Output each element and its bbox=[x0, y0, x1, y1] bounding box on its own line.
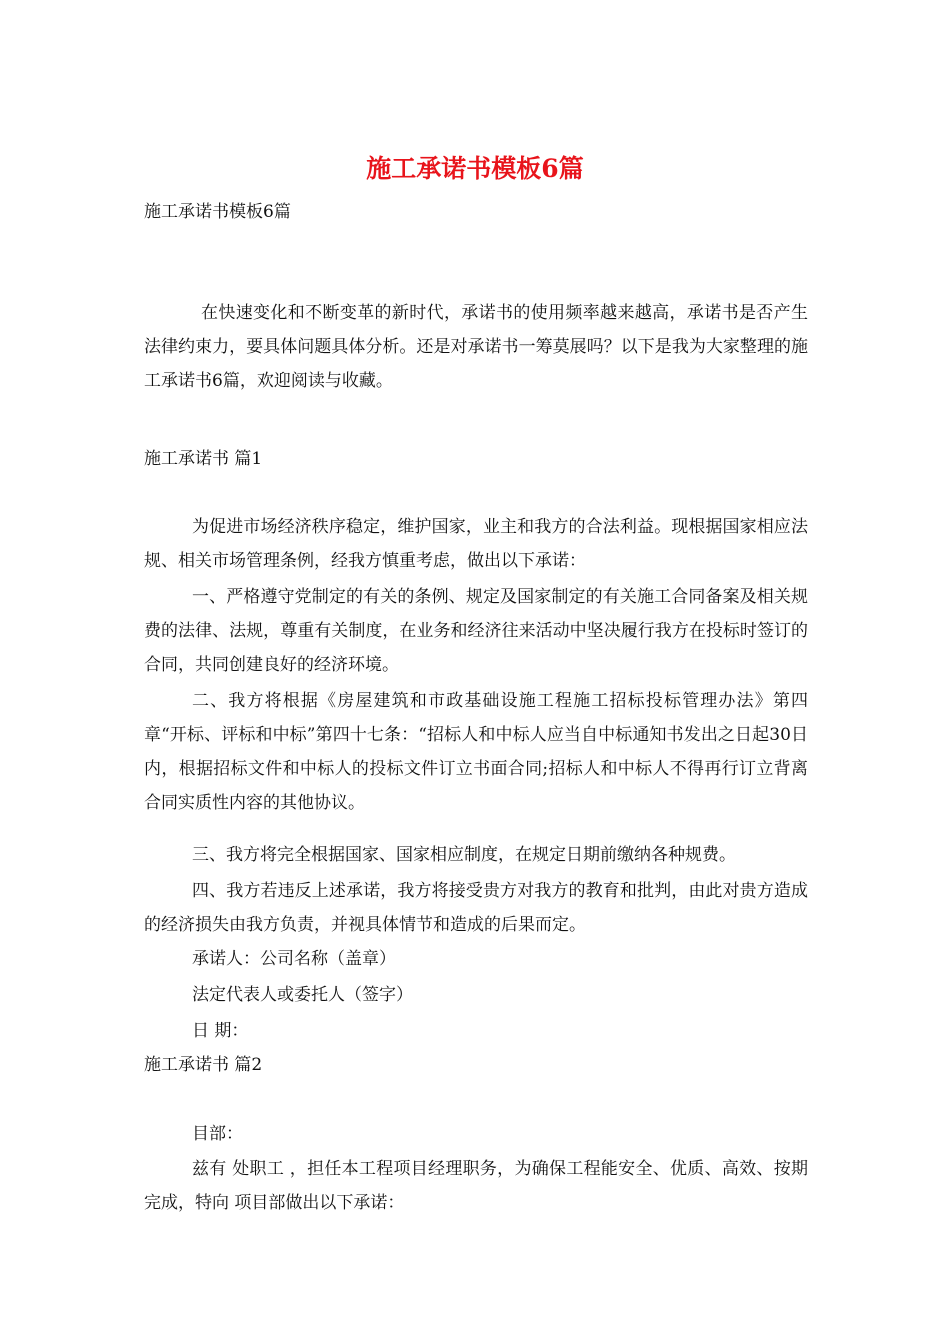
intro-paragraph: 在快速变化和不断变革的新时代，承诺书的使用频率越来越高，承诺书是否产生法律约束力，要具体问题具体分析。还是对承诺书一筹莫展吗？以下是我为大家整理的施工承诺书6篇，欢迎阅读与收藏。 bbox=[144, 303, 808, 391]
section-2-heading: 施工承诺书 篇2 bbox=[144, 1055, 263, 1075]
section-1-paragraph-5: 四、我方若违反上述承诺，我方将接受贵方对我方的教育和批判，由此对贵方造成的经济损失由我方负责，并视具体情节和造成的后果而定。 bbox=[144, 881, 808, 935]
section-1-paragraph-3: 二、我方将根据《房屋建筑和市政基础设施工程施工招标投标管理办法》第四章“开标、评标和中标”第四十七条：“招标人和中标人应当自中标通知书发出之日起30日内，根据招标文件和中标人的投标文件订立书面合同;招标人和中标人不得再行订立背离合同实质性内容的其他协议。 bbox=[144, 691, 808, 813]
section-2-paragraph-1: 兹有 处职工 ，担任本工程项目经理职务，为确保工程能安全、优质、高效、按期完成，特向 项目部做出以下承诺： bbox=[144, 1159, 808, 1213]
section-1-heading: 施工承诺书 篇1 bbox=[144, 449, 263, 469]
date-line: 日 期： bbox=[192, 1021, 249, 1041]
promisor-line: 承诺人：公司名称（盖章） bbox=[192, 949, 396, 969]
section-2-recipient: 目部： bbox=[192, 1124, 243, 1144]
document-title: 施工承诺书模板6篇 bbox=[366, 154, 584, 183]
representative-line: 法定代表人或委托人（签字） bbox=[192, 985, 413, 1005]
section-1-paragraph-2: 一、严格遵守党制定的有关的条例、规定及国家制定的有关施工合同备案及相关规费的法律、法规，尊重有关制度，在业务和经济往来活动中坚决履行我方在投标时签订的合同，共同创建良好的经济环境。 bbox=[144, 587, 808, 675]
section-1-paragraph-4: 三、我方将完全根据国家、国家相应制度，在规定日期前缴纳各种规费。 bbox=[192, 845, 736, 865]
document-subtitle: 施工承诺书模板6篇 bbox=[144, 202, 291, 222]
section-1-paragraph-1: 为促进市场经济秩序稳定，维护国家，业主和我方的合法利益。现根据国家相应法规、相关市场管理条例，经我方慎重考虑，做出以下承诺： bbox=[144, 517, 808, 571]
